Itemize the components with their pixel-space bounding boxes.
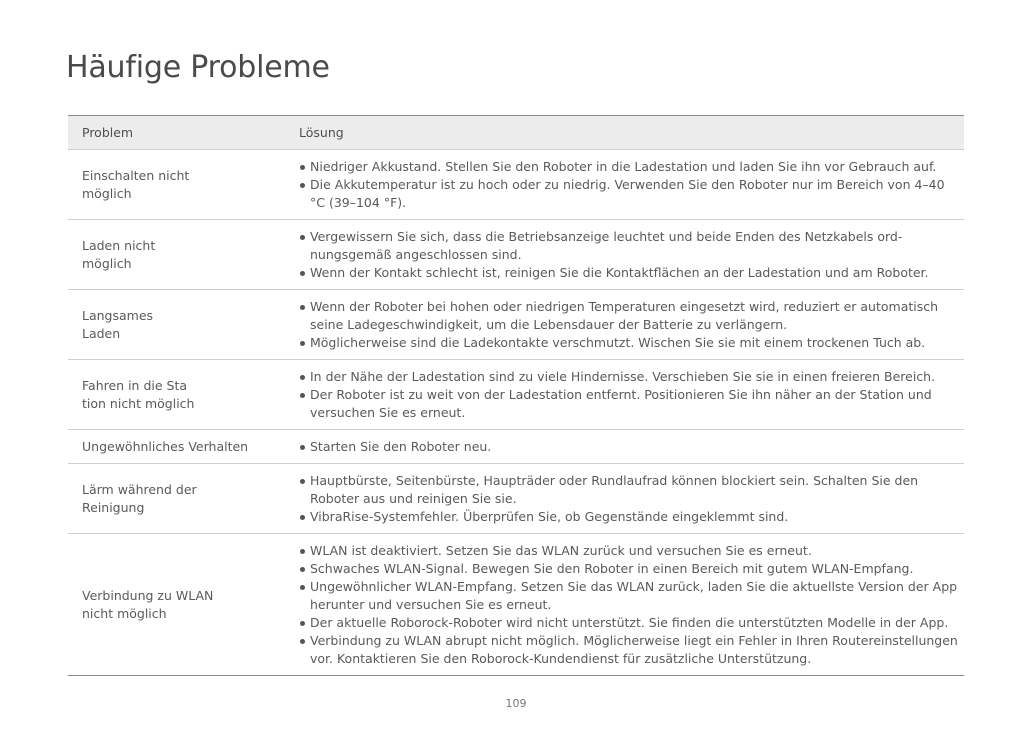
table-row xyxy=(68,360,964,430)
solution-item: Vergewissern Sie sich, dass die Betriebsanzeige leuchtet und beide Enden des Netzkabels ordnungsgemäß angeschlossen sind. xyxy=(299,228,958,264)
problem-text: Fahren in die Sta xyxy=(82,377,188,393)
table-row xyxy=(68,150,964,220)
solution-item: WLAN ist deaktiviert. Setzen Sie das WLAN zurück und versuchen Sie es erneut. xyxy=(299,542,958,560)
troubleshooting-table xyxy=(68,115,964,676)
solution-item: Der aktuelle Roborock-Roboter wird nicht unterstützt. Sie finden die unterstützten Modelle in der App. xyxy=(299,614,958,632)
solution-cell xyxy=(299,464,964,533)
solution-item: Hauptbürste, Seitenbürste, Haupträder oder Rundlaufrad können blockiert sein. Schalten Sie den Roboter aus und reinigen Sie sie. xyxy=(299,472,958,508)
problem-text: Verbindung zu WLAN xyxy=(82,587,214,603)
solution-item: VibraRise-Systemfehler. Überprüfen Sie, ob Gegenstände eingeklemmt sind. xyxy=(299,508,958,526)
table-row xyxy=(68,290,964,360)
problem-text: tion nicht möglich xyxy=(82,395,195,411)
table-row xyxy=(68,534,964,676)
header-solution: Lösung xyxy=(299,125,344,140)
table-row xyxy=(68,220,964,290)
solution-cell xyxy=(299,150,964,219)
solution-item: Verbindung zu WLAN abrupt nicht möglich. Möglicherweise liegt ein Fehler in Ihren Routereinstellungen vor. Kontaktieren Sie den Roborock-Kundendienst für zusätzliche Unterstützung. xyxy=(299,632,958,668)
solution-cell xyxy=(299,290,964,359)
solution-cell xyxy=(299,430,964,463)
problem-text: Langsames xyxy=(82,307,154,323)
table-row xyxy=(68,464,964,534)
problem-cell xyxy=(68,220,299,289)
problem-text: möglich xyxy=(82,255,132,271)
problem-cell xyxy=(68,290,299,359)
problem-text: Laden xyxy=(82,325,121,341)
problem-text: Laden nicht xyxy=(82,237,156,253)
header-problem: Problem xyxy=(82,125,134,140)
problem-text: nicht möglich xyxy=(82,605,167,621)
page-title: Häufige Probleme xyxy=(66,50,330,85)
problem-text: möglich xyxy=(82,185,132,201)
problem-cell xyxy=(68,150,299,219)
solution-item: Die Akkutemperatur ist zu hoch oder zu niedrig. Verwenden Sie den Roboter nur im Bereich von 4–40 °C (39–104 °F). xyxy=(299,176,958,212)
problem-text: Lärm während der xyxy=(82,481,197,497)
solution-cell xyxy=(299,360,964,429)
solution-item: In der Nähe der Ladestation sind zu viele Hindernisse. Verschieben Sie sie in einen freieren Bereich. xyxy=(299,368,958,386)
solution-item: Starten Sie den Roboter neu. xyxy=(299,438,958,456)
problem-cell xyxy=(68,464,299,533)
problem-text: Reinigung xyxy=(82,499,145,515)
page-number: 109 xyxy=(505,697,527,710)
solution-item: Möglicherweise sind die Ladekontakte verschmutzt. Wischen Sie sie mit einem trockenen Tuch ab. xyxy=(299,334,958,352)
solution-cell xyxy=(299,534,964,675)
problem-cell xyxy=(68,430,299,463)
table-header xyxy=(68,116,964,150)
problem-text: Einschalten nicht xyxy=(82,167,190,183)
problem-cell xyxy=(68,360,299,429)
solution-item: Wenn der Kontakt schlecht ist, reinigen Sie die Kontaktflächen an der Ladestation und am Roboter. xyxy=(299,264,958,282)
solution-item: Wenn der Roboter bei hohen oder niedrigen Temperaturen eingesetzt wird, reduziert er automatisch seine Ladegeschwindigkeit, um die Lebensdauer der Batterie zu verlängern. xyxy=(299,298,958,334)
solution-item: Ungewöhnlicher WLAN-Empfang. Setzen Sie das WLAN zurück, laden Sie die aktuellste Version der App herunter und versuchen Sie es erneut. xyxy=(299,578,958,614)
table-row xyxy=(68,430,964,464)
solution-item: Schwaches WLAN-Signal. Bewegen Sie den Roboter in einen Bereich mit gutem WLAN-Empfang. xyxy=(299,560,958,578)
problem-cell xyxy=(68,534,299,675)
problem-text: Ungewöhnliches Verhalten xyxy=(82,438,249,454)
solution-item: Der Roboter ist zu weit von der Ladestation entfernt. Positionieren Sie ihn näher an der Station und versuchen Sie es erneut. xyxy=(299,386,958,422)
solution-cell xyxy=(299,220,964,289)
solution-item: Niedriger Akkustand. Stellen Sie den Roboter in die Ladestation und laden Sie ihn vor Gebrauch auf. xyxy=(299,158,958,176)
